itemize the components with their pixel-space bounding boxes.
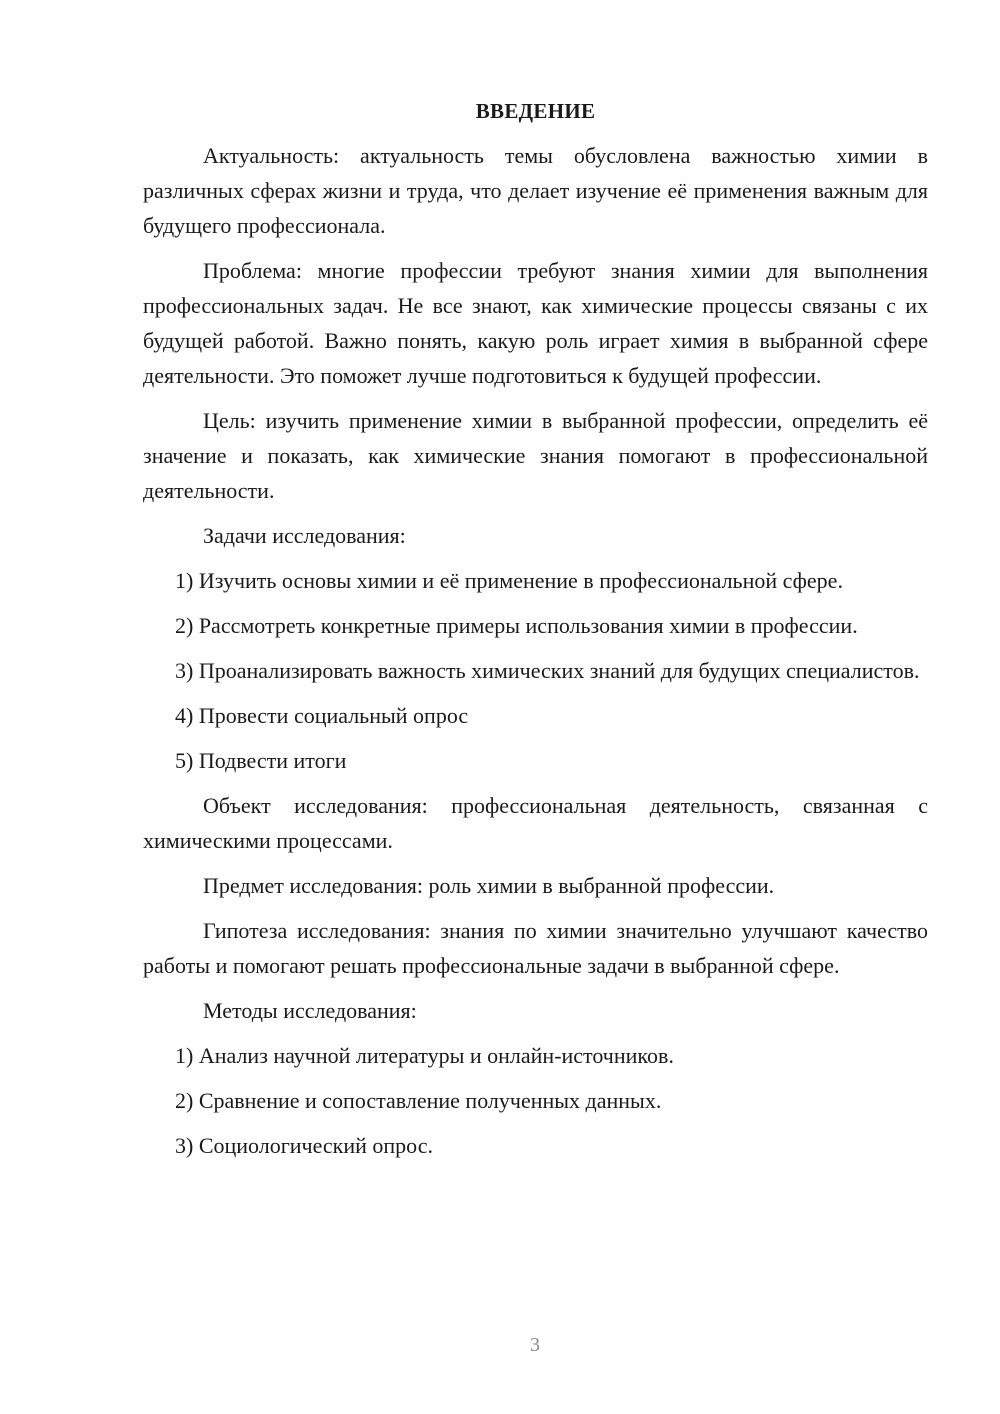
methods-heading: Методы исследования: [203, 998, 417, 1023]
tasks-heading: Задачи исследования: [203, 523, 406, 548]
object-paragraph: Объект исследования: профессиональная деятельность, связанная с химическими процессами. [143, 793, 928, 853]
list-item: 2) Сравнение и сопоставление полученных данных. [175, 1088, 662, 1113]
problem-paragraph: Проблема: многие профессии требуют знания химии для выполнения профессиональных задач. Не все знают, как химические процессы связаны с их будущей работой. Важно понять, какую роль играет химия в выбранной сфере деятельности. Это поможет лучше подготовиться к будущей профессии. [143, 258, 928, 388]
relevance-paragraph: Актуальность: актуальность темы обусловлена важностью химии в различных сферах жизни и труда, что делает изучение её применения важным для будущего профессионала. [143, 143, 928, 238]
page-number: 3 [530, 1334, 540, 1356]
goal-paragraph: Цель: изучить применение химии в выбранной профессии, определить её значение и показать, как химические знания помогают в профессиональной деятельности. [143, 408, 928, 503]
hypothesis-paragraph: Гипотеза исследования: знания по химии значительно улучшают качество работы и помогают решать профессиональные задачи в выбранной сфере. [143, 918, 928, 978]
subject-paragraph: Предмет исследования: роль химии в выбранной профессии. [203, 873, 775, 898]
document-page [143, 96, 928, 1173]
page-title: ВВЕДЕНИЕ [475, 99, 596, 123]
list-item: 4) Провести социальный опрос [175, 703, 469, 728]
methods-list [143, 1038, 928, 1163]
list-item: 5) Подвести итоги [175, 748, 347, 773]
list-item: 2) Рассмотреть конкретные примеры использования химии в профессии. [175, 613, 858, 638]
tasks-list [143, 563, 928, 778]
list-item: 1) Изучить основы химии и её применение в профессиональной сфере. [175, 568, 843, 593]
list-item: 1) Анализ научной литературы и онлайн-источников. [175, 1043, 674, 1068]
list-item: 3) Социологический опрос. [175, 1133, 433, 1158]
list-item: 3) Проанализировать важность химических знаний для будущих специалистов. [175, 658, 920, 683]
